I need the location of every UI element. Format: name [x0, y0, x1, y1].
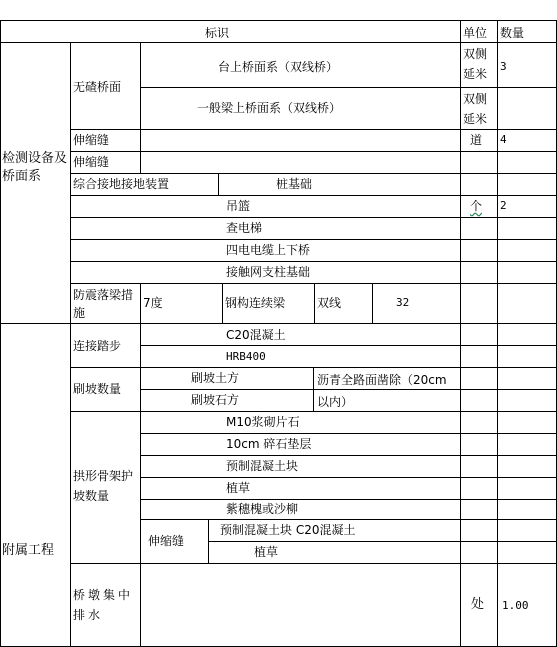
- grid-line: [0, 20, 557, 21]
- grid-line: [140, 42, 141, 129]
- grid-line: [70, 151, 557, 152]
- grid-line: [222, 283, 223, 323]
- seismic-intensity: 7度: [143, 296, 163, 310]
- grid-line: [140, 323, 141, 647]
- wuzha-row2-text: 一般梁上桥面系（双线桥）: [197, 101, 342, 115]
- grid-line: [70, 239, 557, 240]
- seismic-label: 防震落梁措施: [73, 288, 134, 320]
- drain-unit: 处: [471, 597, 485, 612]
- grid-line: [140, 433, 557, 434]
- seismic-structure: 钢构连续梁: [225, 296, 286, 310]
- cable-label: 四电电缆上下桥: [226, 243, 311, 257]
- grid-line: [70, 261, 557, 262]
- grid-line: [140, 129, 141, 173]
- wuzha-row1-text: 台上桥面系（双线桥）: [218, 60, 339, 74]
- grid-line: [208, 519, 209, 563]
- arch-joint-row2: 植草: [254, 545, 279, 559]
- header-unit: 单位: [463, 26, 488, 40]
- seismic-value: 32: [396, 296, 410, 309]
- joint1-label: 伸缩缝: [73, 133, 110, 147]
- joint1-unit: 道: [470, 133, 483, 147]
- wuzha-label: 无碴桥面: [73, 80, 122, 94]
- steps-row1: C20混凝土: [226, 328, 286, 342]
- grid-line: [0, 20, 1, 647]
- grid-line: [140, 345, 557, 346]
- slope-label: 刷坡数量: [73, 382, 122, 396]
- pole-label: 接触网支柱基础: [226, 265, 311, 279]
- arch-row-5: 紫穗槐或沙柳: [226, 502, 299, 516]
- arch-row-3: 预制混凝土块: [226, 459, 299, 473]
- grid-line: [314, 283, 315, 323]
- grid-line: [140, 455, 557, 456]
- grid-line: [208, 541, 557, 542]
- grid-line: [497, 20, 498, 647]
- basket-qty: 2: [500, 199, 507, 212]
- grid-line: [140, 87, 557, 88]
- grid-line: [140, 499, 557, 500]
- basket-label: 吊篮: [226, 199, 251, 213]
- grid-line: [70, 217, 557, 218]
- slope-row1: 刷坡土方: [191, 371, 240, 385]
- section2-label: 附属工程: [2, 543, 55, 558]
- arch-row-1: M10浆砌片石: [226, 415, 300, 429]
- steps-label: 连接踏步: [73, 339, 122, 353]
- arch-row-2: 10cm 碎石垫层: [226, 437, 312, 451]
- grid-line: [140, 283, 141, 323]
- grid-line: [70, 173, 557, 174]
- arch-label: 拱形骨架护坡数量: [73, 469, 134, 503]
- grid-line: [70, 42, 71, 647]
- seismic-track: 双线: [317, 296, 342, 310]
- grid-line: [0, 323, 557, 324]
- grid-line: [0, 42, 557, 43]
- arch-joint-label: 伸缩缝: [148, 534, 185, 548]
- grounding-label: 综合接地接地装置: [73, 177, 170, 191]
- drain-qty: 1.00: [502, 599, 529, 612]
- grid-line: [70, 411, 557, 412]
- ladder-label: 查电梯: [226, 221, 263, 235]
- grid-line: [70, 563, 557, 564]
- grid-line: [140, 519, 557, 520]
- basket-unit: 个: [470, 199, 483, 213]
- grid-line: [218, 173, 219, 195]
- arch-row-4: 植草: [226, 481, 251, 495]
- grid-line: [140, 477, 557, 478]
- drain-label: 桥墩集中排水: [73, 588, 134, 622]
- wuzha-row2-unit: 双侧延米: [463, 92, 488, 126]
- header-qty: 数量: [500, 26, 525, 40]
- wuzha-row1-qty: 3: [500, 60, 507, 73]
- grid-line: [70, 195, 557, 196]
- grid-line: [313, 367, 314, 411]
- grid-line: [372, 283, 373, 323]
- grid-line: [70, 129, 557, 130]
- joint1-qty: 4: [500, 133, 507, 146]
- slope-note: 沥青全路面凿除（20cm以内）: [317, 373, 447, 409]
- slope-row2: 刷坡石方: [191, 393, 240, 407]
- joint2-label: 伸缩缝: [73, 155, 110, 169]
- header-label: 标识: [205, 26, 230, 40]
- grid-line: [460, 20, 461, 647]
- arch-joint-row1: 预制混凝土块 C20混凝土: [220, 523, 356, 537]
- grounding-value: 桩基础: [276, 177, 313, 191]
- section1-label: 检测设备及桥面系: [2, 151, 68, 184]
- wuzha-row1-unit: 双侧延米: [463, 47, 488, 81]
- steps-row2: HRB400: [226, 350, 266, 363]
